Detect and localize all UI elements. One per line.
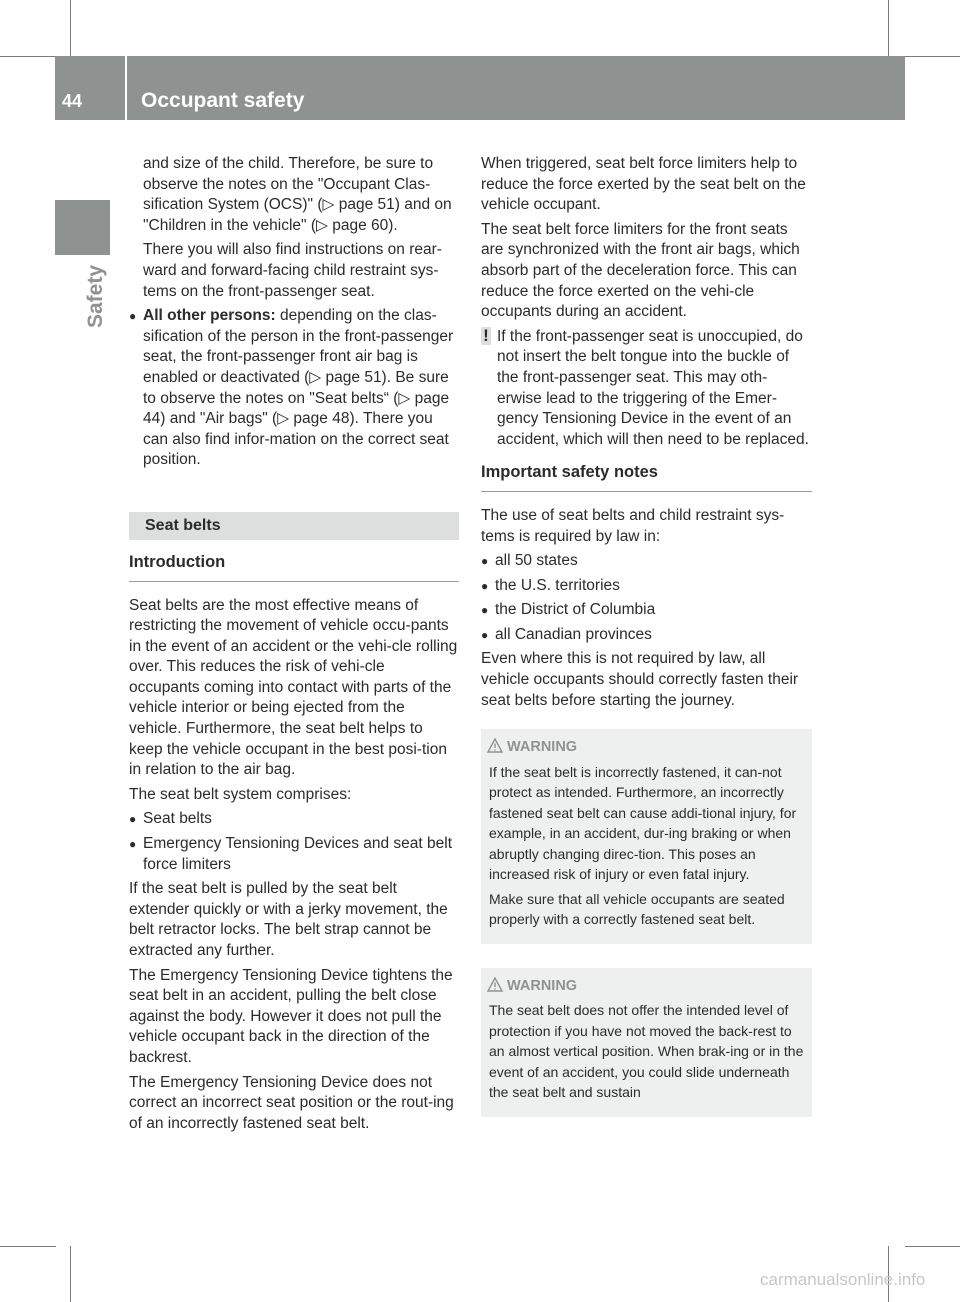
- paragraph: There you will also find instructions on rear-ward and forward-facing child restraint sys-tems on the front-passenger seat.: [143, 241, 442, 300]
- warning-title: WARNING: [507, 977, 578, 994]
- subheading: Important safety notes: [481, 462, 812, 492]
- crop-mark: [0, 1246, 56, 1247]
- section-title-box: [129, 512, 459, 540]
- page-title: Occupant safety: [141, 89, 305, 112]
- left-column: [129, 154, 459, 1138]
- side-tab-label: Safety: [84, 265, 107, 329]
- notice: [481, 327, 812, 451]
- bullet-icon: ●: [481, 578, 489, 593]
- crop-mark: [70, 0, 71, 56]
- crop-mark: [888, 0, 889, 56]
- paragraph: Seat belts are the most effective means of restricting the movement of vehicle occu-pants in the event of an accident or the vehi-cle rolling over. This reduces the risk of vehi-cle occupants coming into contact with parts of the vehicle interior or being ejected from the vehicle. Furthermore, the seat belt helps to keep the vehicle occupant in the best posi-tion in relation to the air bag.: [129, 596, 458, 779]
- list-item: [129, 809, 459, 830]
- paragraph: The seat belt force limiters for the front seats are synchronized with the front air bags, which absorb part of the deceleration force. This can reduce the force exerted on the vehi-cle occupants during an accident.: [481, 220, 800, 321]
- right-column: [481, 154, 812, 1117]
- paragraph: If the seat belt is pulled by the seat belt extender quickly or with a jerky movement, the belt retractor locks. The belt strap cannot be extracted any further.: [129, 880, 448, 959]
- list-item-text: Seat belts: [143, 810, 212, 828]
- bullet-icon: ●: [129, 812, 137, 827]
- warning-title: WARNING: [507, 739, 578, 756]
- watermark: carmanualsonline.info: [760, 1270, 926, 1289]
- crop-mark: [70, 1246, 71, 1302]
- notice-text: If the front-passenger seat is unoccupied, do not insert the belt tongue into the buckle of the front-passenger seat. This may oth-erwise lead to the triggering of the Emer-gency Tensioning Device in the event of an accident, which will then need to be replaced.: [497, 327, 809, 448]
- list-item-text: all 50 states: [495, 552, 578, 570]
- bullet-icon: ●: [129, 837, 137, 852]
- paragraph: The Emergency Tensioning Device does not correct an incorrect seat position or the rout-ing of an incorrectly fastened seat belt.: [129, 1073, 454, 1132]
- list-item-text: the District of Columbia: [495, 601, 656, 619]
- paragraph: Even where this is not required by law, all vehicle occupants should correctly fasten their seat belts before starting the journey.: [481, 650, 799, 709]
- warning-text: Make sure that all vehicle occupants are seated properly with a correctly fastened seat belt.: [489, 890, 785, 928]
- crop-mark: [905, 56, 960, 57]
- list-item-text: all Canadian provinces: [495, 625, 652, 643]
- paragraph: and size of the child. Therefore, be sure to observe the notes on the "Occupant Clas-sification System (OCS)" (▷ page 51) and on "Children in the vehicle" (▷ page 60).: [143, 155, 452, 234]
- warning-text: The seat belt does not offer the intended level of protection if you have not moved the back-rest to an almost vertical position. When brak-ing or in the event of an accident, you could slide underneath the seat belt and sustain: [489, 1002, 804, 1101]
- warning-box: [481, 968, 812, 1117]
- crop-mark: [905, 1246, 960, 1247]
- warning-triangle-icon: [487, 738, 503, 753]
- side-tab: [84, 202, 108, 329]
- list-item: [481, 576, 812, 597]
- warning-heading: [507, 737, 804, 758]
- bullet-icon: ●: [129, 309, 137, 324]
- list-item: [129, 834, 459, 875]
- header-divider: [125, 56, 127, 120]
- list-item: [481, 551, 812, 572]
- list-item: [481, 600, 812, 621]
- page-number: 44: [62, 91, 83, 111]
- list-item-text: Emergency Tensioning Devices and seat belt force limiters: [143, 835, 453, 873]
- warning-text: If the seat belt is incorrectly fastened, it can-not protect as intended. Furthermore, an incorrectly fastened seat belt can cause addi-tional injury, for example, in an accident, dur-ing braking or when abruptly changing direc-tion. This poses an increased risk of injury or even fatal injury.: [489, 763, 797, 883]
- paragraph: When triggered, seat belt force limiters help to reduce the force exerted by the seat belt on the vehicle occupant.: [481, 155, 806, 214]
- list-item: [129, 306, 459, 471]
- bullet-icon: ●: [481, 627, 489, 642]
- warning-box: [481, 729, 812, 944]
- bullet-icon: ●: [481, 554, 489, 569]
- bullet-icon: ●: [481, 603, 489, 618]
- paragraph: The use of seat belts and child restraint sys-tems is required by law in:: [481, 506, 785, 545]
- warning-heading: [507, 976, 804, 997]
- bullet-text: depending on the clas-sification of the person in the front-passenger seat, the front-passenger front air bag is enabled or deactivated (▷ page 51). Be sure to observe the notes on "Seat belts“ (▷ page 44) and "Air bags" (▷ page 48). There you can also find infor-mation on the correct seat position.: [143, 307, 454, 469]
- bullet-label: All other persons:: [143, 307, 276, 325]
- crop-mark: [0, 56, 56, 57]
- paragraph: The Emergency Tensioning Device tightens the seat belt in an accident, pulling the belt close against the body. However it does not pull the vehicle occupant back in the direction of the backrest.: [129, 966, 453, 1066]
- list-item: [481, 625, 812, 646]
- exclamation-icon: !: [481, 327, 491, 345]
- list-item-text: the U.S. territories: [495, 576, 620, 594]
- subheading: Introduction: [129, 552, 459, 582]
- paragraph: The seat belt system comprises:: [129, 785, 352, 803]
- section-title: Seat belts: [145, 516, 221, 534]
- warning-triangle-icon: [487, 977, 503, 992]
